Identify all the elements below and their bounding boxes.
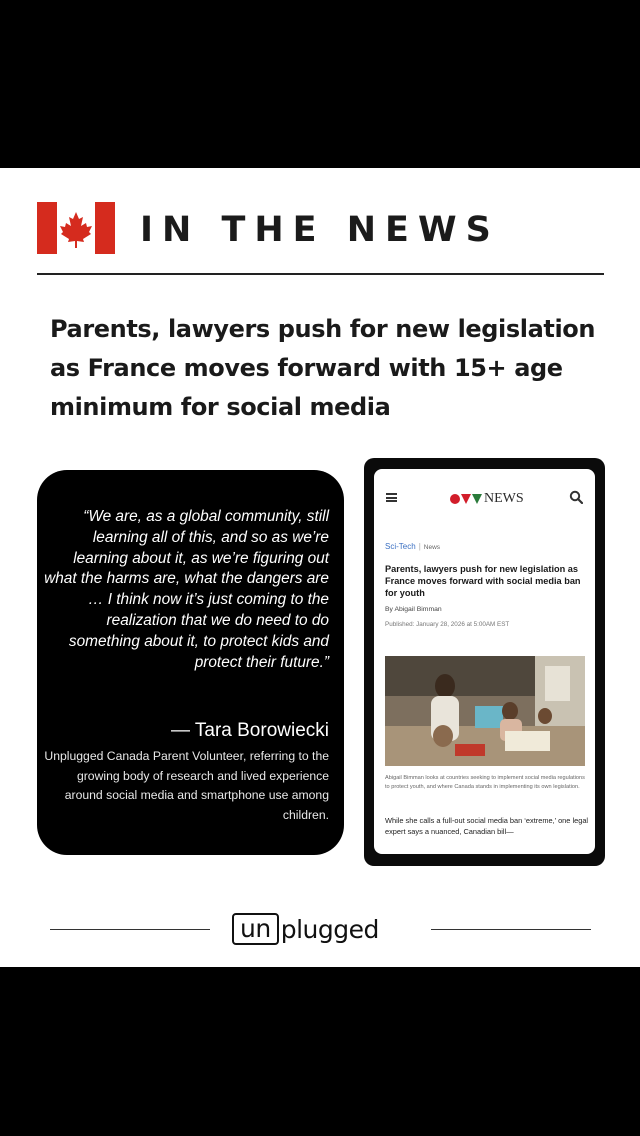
subsection-link[interactable]: News bbox=[423, 544, 441, 551]
quote-author-role: Unplugged Canada Parent Volunteer, referring to the growing body of research and lived experience around social media and smartphone use among children. bbox=[44, 749, 329, 822]
article-title: Parents, lawyers push for new legislation as France moves forward with social media ban for youth bbox=[385, 564, 581, 598]
canada-flag-icon bbox=[37, 202, 115, 254]
headline: Parents, lawyers push for new legislation as France moves forward with 15+ age minimum for social media bbox=[50, 315, 596, 421]
phone-mockup bbox=[364, 458, 605, 866]
search-icon[interactable] bbox=[569, 490, 583, 504]
footer-divider-right bbox=[431, 929, 591, 930]
breadcrumb: Sci-Tech | News bbox=[385, 542, 441, 551]
logo-text: plugged bbox=[280, 914, 379, 944]
article-published-date: Published: January 28, 2026 at 5:00AM EST bbox=[385, 621, 510, 628]
unplugged-logo bbox=[232, 912, 379, 946]
header-divider bbox=[37, 273, 604, 275]
ctv-news-logo[interactable] bbox=[450, 491, 524, 507]
photo-caption: Abigail Bimman looks at countries seeking to implement social media regulations to protect youth, and where Canada stands in implementing its own legislation. bbox=[385, 775, 585, 790]
quote-text: “We are, as a global community, still learning all of this, and so as we’re learning about it, as we’re figuring out what the harms are, what the dangers are … I think now it’s just coming to the realization that we do need to do something about it, to protect kids and protect their future.” bbox=[44, 508, 329, 671]
article-photo[interactable] bbox=[385, 656, 585, 766]
hamburger-menu-icon[interactable] bbox=[386, 493, 397, 502]
ctv-logo-c-icon bbox=[450, 494, 460, 504]
ctv-logo-t-icon bbox=[461, 494, 471, 504]
ctv-logo-v-icon bbox=[472, 494, 482, 504]
article-byline: By Abigail Bimman bbox=[385, 606, 442, 613]
section-heading: IN THE NEWS bbox=[140, 210, 500, 250]
article-screen bbox=[374, 469, 595, 854]
quote-author: — Tara Borowiecki bbox=[170, 720, 329, 741]
logo-boxed-text: un bbox=[232, 913, 279, 945]
footer-divider-left bbox=[50, 929, 210, 930]
quote-panel bbox=[37, 470, 344, 855]
logo-news-text: NEWS bbox=[484, 491, 524, 506]
section-link[interactable]: Sci-Tech bbox=[385, 542, 416, 551]
news-card bbox=[0, 168, 640, 967]
article-body: While she calls a full-out social media ban ‘extreme,’ one legal expert says a nuanced, Canadian bill— bbox=[385, 816, 589, 837]
